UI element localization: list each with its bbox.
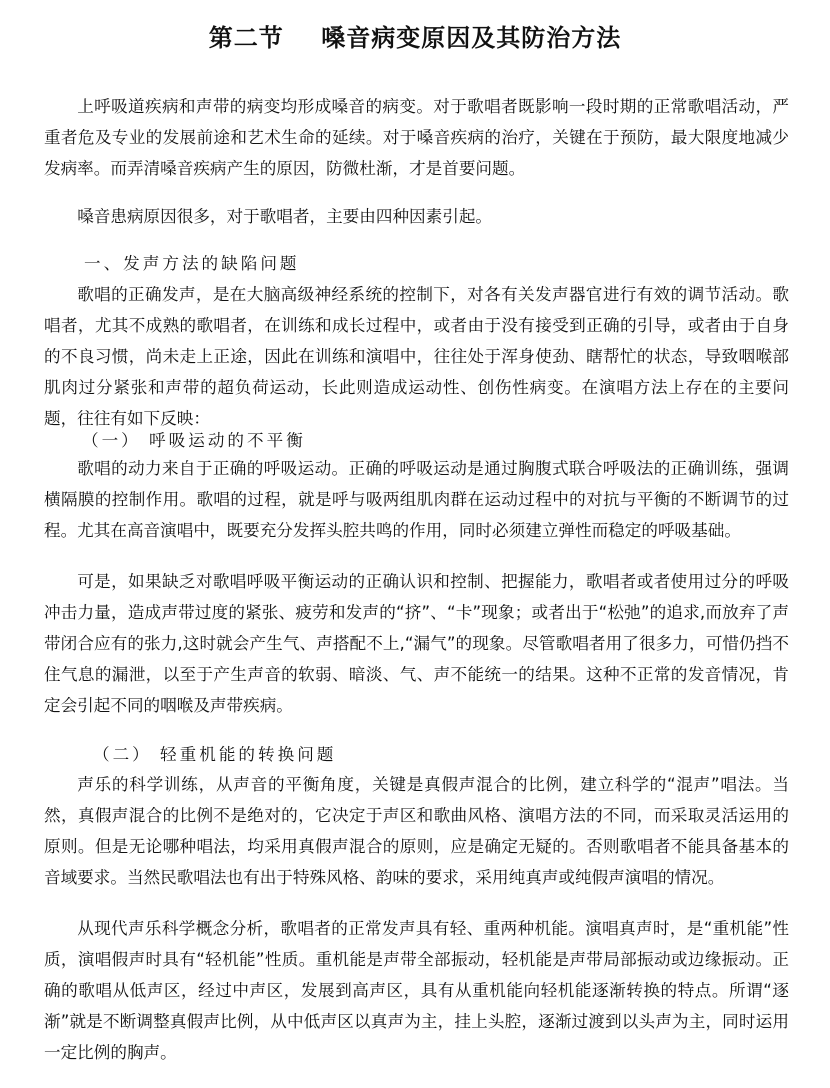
heading-vocal-method-defects: 一、发声方法的缺陷问题	[84, 254, 300, 273]
subheading-function-conversion: （二） 轻重机能的转换问题	[93, 745, 337, 764]
vocal-method-paragraph: 歌唱的正确发声，是在大脑高级神经系统的控制下，对各有关发声器官进行有效的调节活动。歌唱者，尤其不成熟的歌唱者，在训练和成长过程中，或者由于没有接受到正确的引导，或者由于自身的不良习惯，尚未走上正途，因此在训练和演唱中，往往处于浑身使劲、瞎帮忙的状态，导致咽喉部肌肉过分紧张和声带的超负荷运动，长此则造成运动性、创伤性病变。在演唱方法上存在的主要问题，往往有如下反映：	[44, 285, 789, 428]
breathing-paragraph-1: 歌唱的动力来自于正确的呼吸运动。正确的呼吸运动是通过胸腹式联合呼吸法的正确训练，强调横隔膜的控制作用。歌唱的过程，就是呼与吸两组肌肉群在运动过程中的对抗与平衡的不断调节的过程。尤其在高音演唱中，既要充分发挥头腔共鸣的作用，同时必须建立弹性而稳定的呼吸基础。	[44, 459, 789, 540]
mixed-voice-paragraph: 声乐的科学训练，从声音的平衡角度，关键是真假声混合的比例，建立科学的“混声”唱法。当然，真假声混合的比例不是绝对的，它决定于声区和歌曲风格、演唱方法的不同，而采取灵活运用的原则。但是无论哪种唱法，均采用真假声混合的原则，应是确定无疑的。否则歌唱者不能具备基本的音域要求。当然民歌唱法也有出于特殊风格、韵味的要求，采用纯真声或纯假声演唱的情况。	[44, 775, 789, 887]
causes-paragraph: 嗓音患病原因很多，对于歌唱者，主要由四种因素引起。	[77, 207, 493, 226]
subheading-breathing-imbalance: （一） 呼吸运动的不平衡	[82, 431, 306, 450]
vocal-function-paragraph: 从现代声乐科学概念分析，歌唱者的正常发声具有轻、重两种机能。演唱真声时，是“重机能”性质，演唱假声时具有“轻机能”性质。重机能是声带全部振动，轻机能是声带局部振动或边缘振动。正确的歌唱从低声区，经过中声区，发展到高声区，具有从重机能向轻机能逐渐转换的特点。所谓“逐渐”就是不断调整真假声比例，从中低声区以真声为主，挂上头腔，逐渐过渡到以头声为主，同时运用一定比例的胸声。	[44, 919, 789, 1062]
intro-paragraph: 上呼吸道疾病和声带的病变均形成嗓音的病变。对于歌唱者既影响一段时期的正常歌唱活动，严重者危及专业的发展前途和艺术生命的延续。对于嗓音疾病的治疗，关键在于预防，最大限度地减少发病率。而弄清嗓音疾病产生的原因，防微杜渐，才是首要问题。	[44, 97, 789, 178]
breathing-paragraph-2: 可是，如果缺乏对歌唱呼吸平衡运动的正确认识和控制、把握能力，歌唱者或者使用过分的呼吸冲击力量，造成声带过度的紧张、疲劳和发声的“挤”、“卡”现象；或者出于“松弛”的追求,而放弃了声带闭合应有的张力,这时就会产生气、声搭配不上,“漏气”的现象。尽管歌唱者用了很多力，可惜仍挡不住气息的漏泄，以至于产生声音的软弱、暗淡、气、声不能统一的结果。这种不正常的发音情况，肯定会引起不同的咽喉及声带疾病。	[44, 572, 789, 715]
section-title: 第二节 嗓音病变原因及其防治方法	[208, 24, 622, 52]
